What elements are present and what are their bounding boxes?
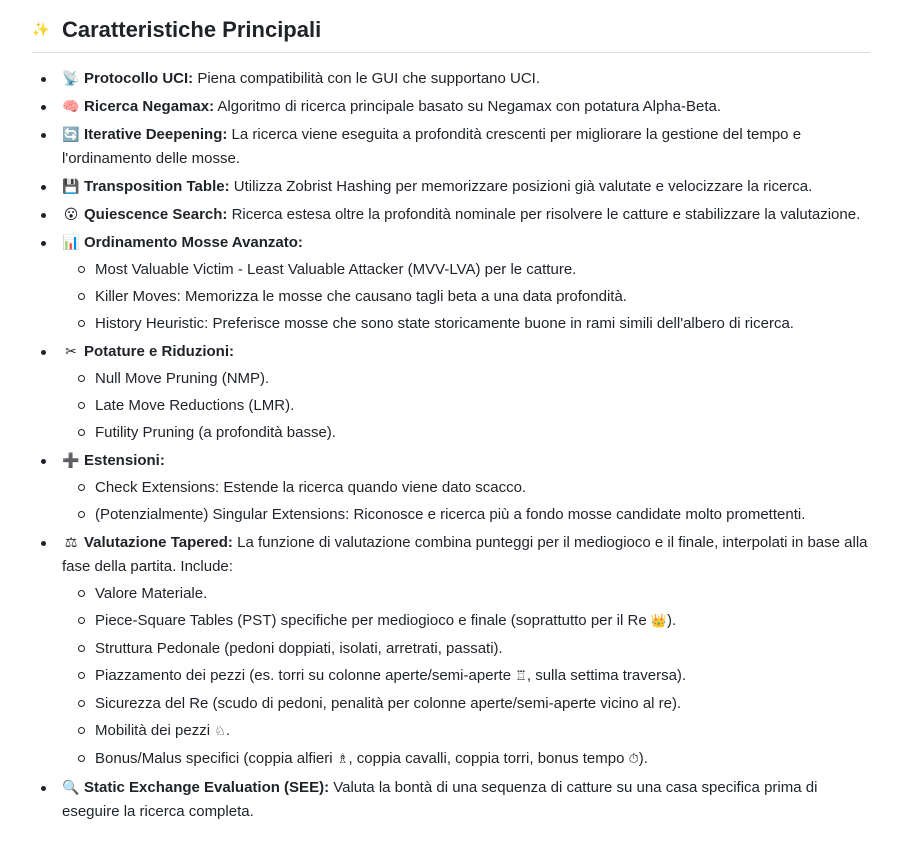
floppy-disk-icon: 💾 xyxy=(62,179,80,195)
satellite-icon: 📡 xyxy=(62,71,80,87)
sub-item-text: Sicurezza del Re (scudo di pedoni, penalità per colonne aperte/semi-aperte vicino al re). xyxy=(95,695,682,712)
feature-item xyxy=(62,776,870,824)
sub-list xyxy=(62,367,870,445)
knight-icon: ♘ xyxy=(214,724,226,739)
sub-list xyxy=(62,476,870,527)
sub-item xyxy=(95,285,870,309)
feature-item xyxy=(62,175,870,199)
sub-item xyxy=(95,582,870,606)
feature-title: Estensioni: xyxy=(84,452,165,469)
sub-item-text: Killer Moves: Memorizza le mosse che causano tagli beta a una data profondità. xyxy=(95,288,627,305)
feature-item xyxy=(62,531,870,772)
sub-item-text: Most Valuable Victim - Least Valuable Attacker (MVV-LVA) per le catture. xyxy=(95,261,577,278)
sub-item xyxy=(95,258,870,282)
bar-chart-icon: 📊 xyxy=(62,235,80,251)
sub-item xyxy=(95,394,870,418)
sub-list xyxy=(62,258,870,336)
feature-description: La funzione di valutazione combina punteggi per il mediogioco e il finale, interpolati in base alla fase della partita. Include: xyxy=(62,534,868,575)
feature-title: Ordinamento Mosse Avanzato: xyxy=(84,234,303,251)
feature-title: Protocollo UCI: xyxy=(84,70,194,87)
sub-item xyxy=(95,421,870,445)
feature-item xyxy=(62,231,870,336)
sub-item-text: Mobilità dei pezzi xyxy=(95,722,215,739)
sub-item-text: Late Move Reductions (LMR). xyxy=(95,397,295,414)
hushed-face-icon: 😮 xyxy=(63,207,79,223)
bishop-icon: ♗ xyxy=(336,752,349,767)
scissors-icon: ✂ xyxy=(65,344,77,360)
feature-title: Valutazione Tapered: xyxy=(84,534,233,551)
sub-item xyxy=(95,367,870,391)
feature-item xyxy=(62,95,870,119)
sparkles-icon: ✨ xyxy=(32,22,50,38)
sub-item-text: Check Extensions: Estende la ricerca quando viene dato scacco. xyxy=(95,479,527,496)
feature-title: Static Exchange Evaluation (SEE): xyxy=(84,779,330,796)
section-heading-text: Caratteristiche Principali xyxy=(62,17,322,42)
feature-item xyxy=(62,123,870,171)
feature-description: Valuta la bontà di una sequenza di catture su una casa specifica prima di eseguire la ricerca completa. xyxy=(62,779,818,820)
feature-title: Transposition Table: xyxy=(84,178,230,195)
feature-title: Ricerca Negamax: xyxy=(84,98,215,115)
sub-item xyxy=(95,476,870,500)
feature-list xyxy=(32,67,870,824)
feature-item xyxy=(62,203,870,227)
sub-item xyxy=(95,503,870,527)
feature-title: Potature e Riduzioni: xyxy=(84,343,234,360)
sub-item-text: (Potenzialmente) Singular Extensions: Riconosce e ricerca più a fondo mosse candidate molto promettenti. xyxy=(95,506,806,523)
balance-scale-icon: ⚖ xyxy=(64,535,78,551)
sub-list xyxy=(62,582,870,772)
sub-item-text: Piece-Square Tables (PST) specifiche per mediogioco e finale (soprattutto per il Re xyxy=(95,612,651,629)
feature-item xyxy=(62,449,870,527)
sub-item-text: Piazzamento dei pezzi (es. torri su colonne aperte/semi-aperte xyxy=(95,667,516,684)
stopwatch-icon: ⏱ xyxy=(628,752,639,767)
sub-item xyxy=(95,747,870,772)
sub-item-text: ). xyxy=(638,750,648,767)
sub-item xyxy=(95,609,870,634)
sub-item-text: Valore Materiale. xyxy=(95,585,208,602)
section-heading xyxy=(32,14,870,53)
rook-icon: ♖ xyxy=(515,669,527,684)
sub-item-text: Bonus/Malus specifici (coppia alfieri xyxy=(95,750,337,767)
sub-item-text: Futility Pruning (a profondità basse). xyxy=(95,424,336,441)
feature-description: Algoritmo di ricerca principale basato su Negamax con potatura Alpha-Beta. xyxy=(214,98,722,115)
sub-item xyxy=(95,692,870,716)
sub-item-text: Null Move Pruning (NMP). xyxy=(95,370,270,387)
feature-description: Ricerca estesa oltre la profondità nominale per risolvere le catture e stabilizzare la valutazione. xyxy=(227,206,861,223)
sub-item-text: , coppia cavalli, coppia torri, bonus tempo xyxy=(348,750,629,767)
brain-icon: 🧠 xyxy=(62,99,80,115)
feature-item xyxy=(62,340,870,445)
crown-icon: 👑 xyxy=(650,614,668,629)
sub-item xyxy=(95,312,870,336)
feature-title: Quiescence Search: xyxy=(84,206,228,223)
sub-item-text: . xyxy=(225,722,231,739)
sub-item-text: Struttura Pedonale (pedoni doppiati, isolati, arretrati, passati). xyxy=(95,640,503,657)
sub-item-text: ). xyxy=(667,612,677,629)
magnifier-icon: 🔍 xyxy=(62,780,80,796)
sub-item xyxy=(95,719,870,744)
feature-title: Iterative Deepening: xyxy=(84,126,228,143)
sub-item xyxy=(95,637,870,661)
feature-description: La ricerca viene eseguita a profondità crescenti per migliorare la gestione del tempo e l'ordinamento delle mosse. xyxy=(62,126,802,167)
repeat-icon: 🔄 xyxy=(62,127,80,143)
sub-item-text: , sulla settima traversa). xyxy=(526,667,687,684)
feature-item xyxy=(62,67,870,91)
feature-description: Piena compatibilità con le GUI che supportano UCI. xyxy=(193,70,541,87)
sub-item xyxy=(95,664,870,689)
plus-icon: ➕ xyxy=(62,453,80,469)
sub-item-text: History Heuristic: Preferisce mosse che sono state storicamente buone in rami simili dell'albero di ricerca. xyxy=(95,315,794,332)
feature-description: Utilizza Zobrist Hashing per memorizzare posizioni già valutate e velocizzare la ricerca. xyxy=(229,178,813,195)
